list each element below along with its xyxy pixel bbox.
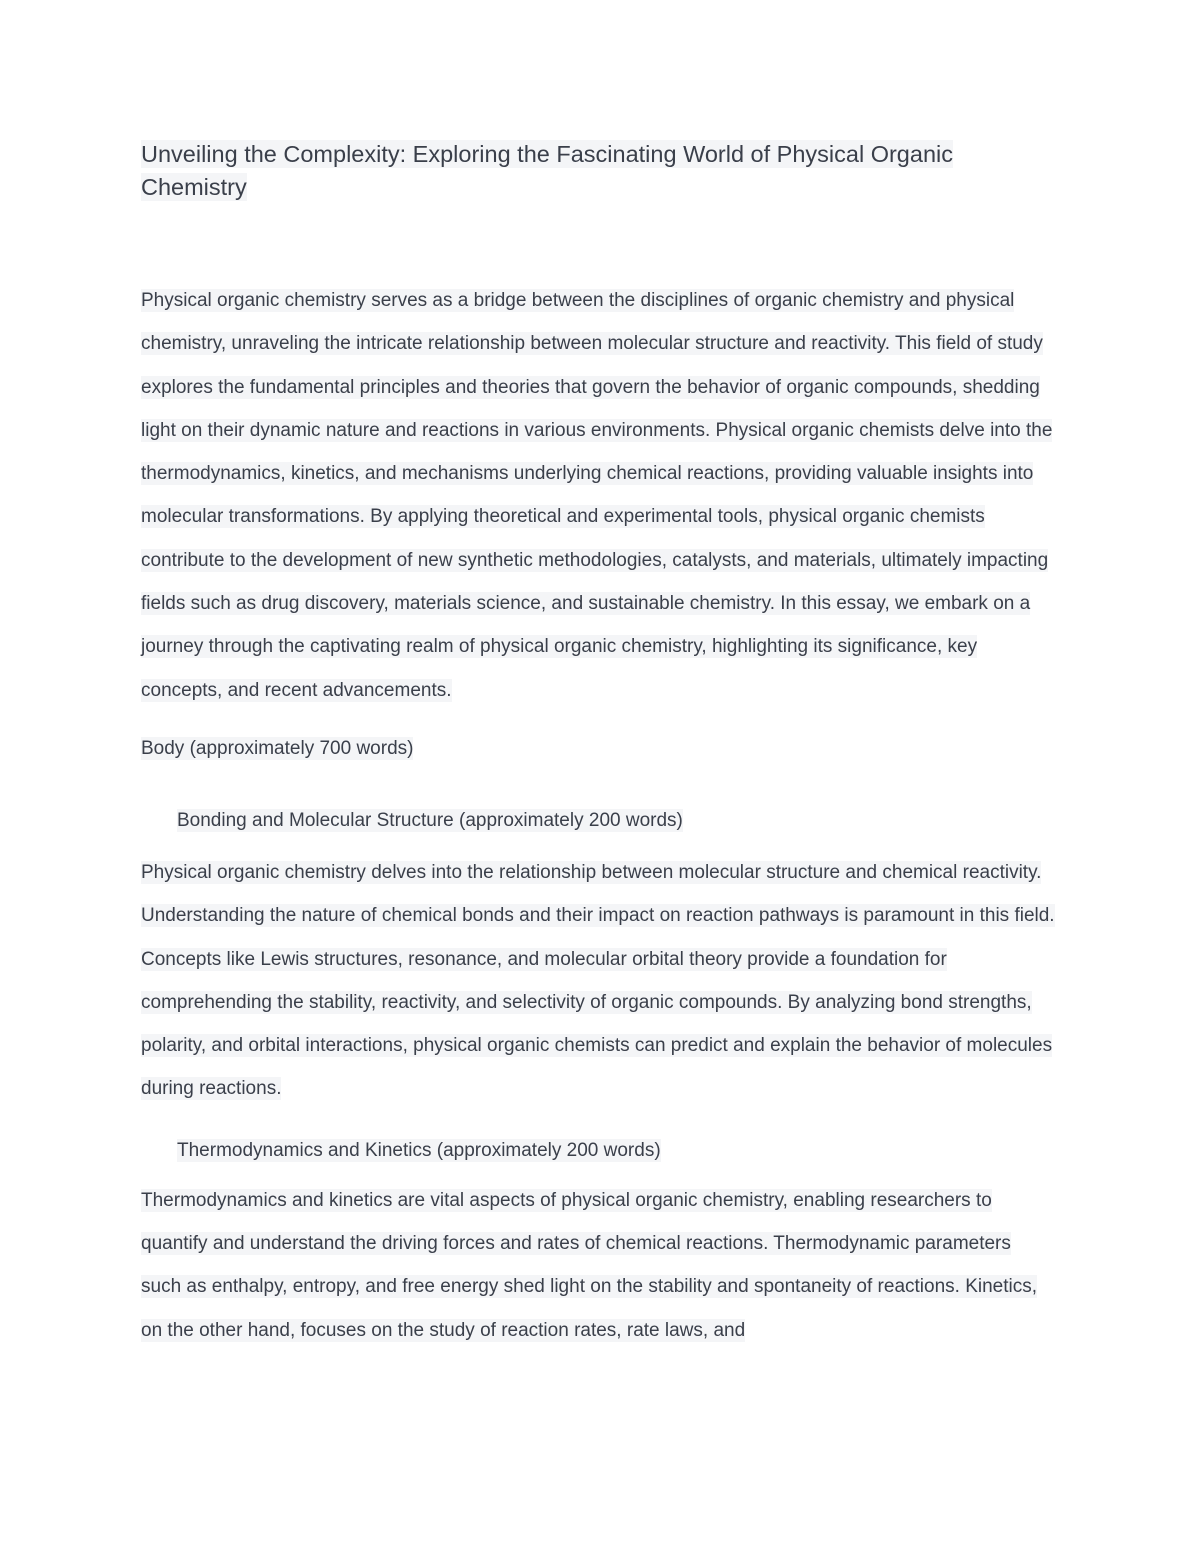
intro-paragraph-text: Physical organic chemistry serves as a bridge between the disciplines of organic chemistry and physical chemistry, unraveling the intricate relationship between molecular structure and reactivity. This field of study explores the fundamental principles and theories that govern the behavior of organic compounds, shedding light on their dynamic nature and reactions in various environments. Physical organic chemists delve into the thermodynamics, kinetics, and mechanisms underlying chemical reactions, providing valuable insights into molecular transformations. By applying theoretical and experimental tools, physical organic chemists contribute to the development of new synthetic methodologies, catalysts, and materials, ultimately impacting fields such as drug discovery, materials science, and sustainable chemistry. In this essay, we embark on a journey through the captivating realm of physical organic chemistry, highlighting its significance, key concepts, and recent advancements. bbox=[141, 290, 1053, 701]
section-heading-thermodynamics bbox=[141, 1136, 1056, 1166]
body-heading-text: Body (approximately 700 words) bbox=[141, 737, 414, 759]
document-title-text: Unveiling the Complexity: Exploring the Fascinating World of Physical Organic Chemistry bbox=[141, 141, 953, 200]
section-heading-thermodynamics-text: Thermodynamics and Kinetics (approximately 200 words) bbox=[177, 1139, 661, 1161]
document-title bbox=[141, 138, 961, 204]
section-paragraph-bonding-text: Physical organic chemistry delves into the relationship between molecular structure and chemical reactivity. Understanding the nature of chemical bonds and their impact on reaction pathways is paramount in this field. Concepts like Lewis structures, resonance, and molecular orbital theory provide a foundation for comprehending the stability, reactivity, and selectivity of organic compounds. By analyzing bond strengths, polarity, and orbital interactions, physical organic chemists can predict and explain the behavior of molecules during reactions. bbox=[141, 861, 1055, 1100]
section-paragraph-thermodynamics bbox=[141, 1179, 1056, 1352]
body-heading bbox=[141, 734, 1056, 764]
section-paragraph-thermodynamics-text: Thermodynamics and kinetics are vital aspects of physical organic chemistry, enabling researchers to quantify and understand the driving forces and rates of chemical reactions. Thermodynamic parameters such as enthalpy, entropy, and free energy shed light on the stability and spontaneity of reactions. Kinetics, on the other hand, focuses on the study of reaction rates, rate laws, and bbox=[141, 1189, 1038, 1341]
section-paragraph-bonding bbox=[141, 851, 1056, 1111]
section-heading-bonding-text: Bonding and Molecular Structure (approximately 200 words) bbox=[177, 809, 683, 831]
document-content bbox=[141, 138, 1056, 1352]
section-heading-bonding bbox=[141, 806, 1056, 836]
intro-paragraph bbox=[141, 279, 1056, 712]
